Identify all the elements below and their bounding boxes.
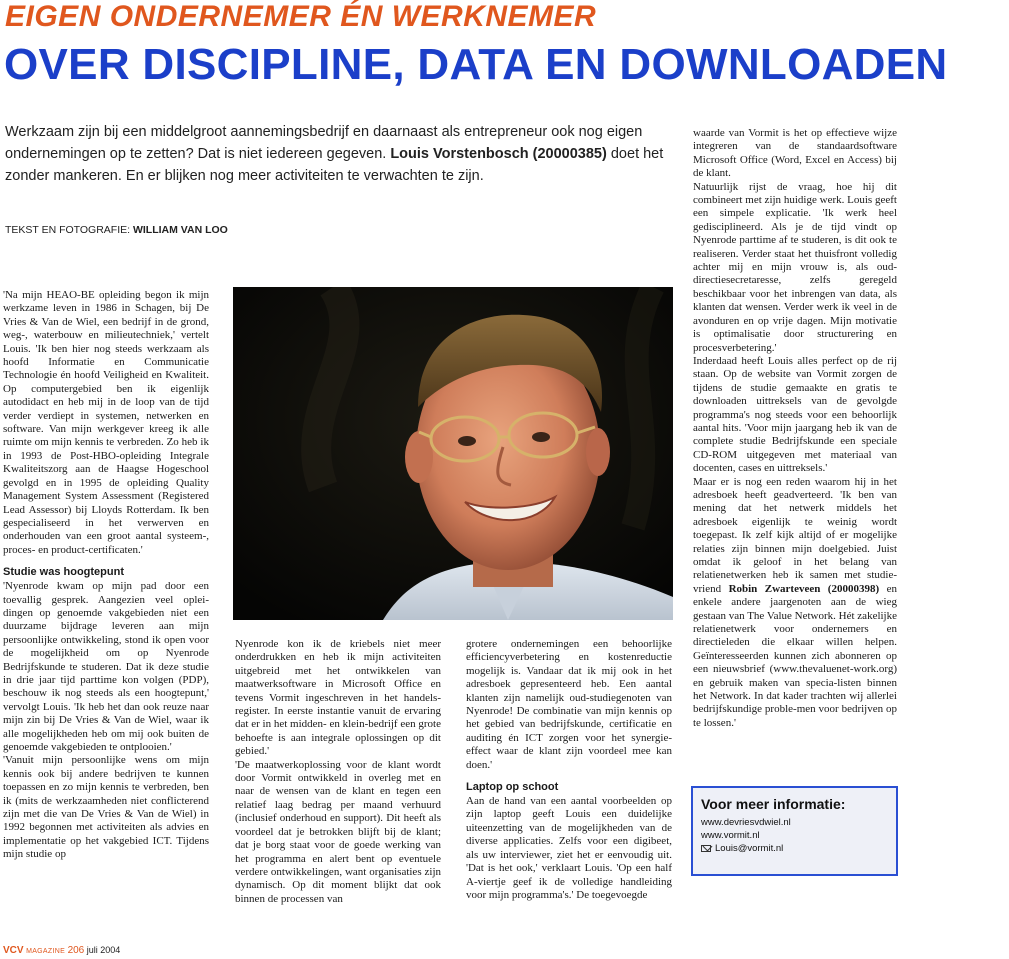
- photo-credit: [5, 224, 228, 236]
- footer-date: juli 2004: [86, 945, 121, 955]
- email-line[interactable]: [701, 842, 896, 855]
- article-column-4: [693, 127, 897, 767]
- headline: OVER DISCIPLINE, DATA EN DOWNLOADEN: [4, 40, 948, 89]
- col1-paragraph-1: 'Na mijn HEAO-BE opleiding begon ik mijn werkzame leven in 1986 in Schagen, bij De Vries & Van de Wiel, een bedrijf in de grond, weg-, waterbouw en milieutechniek,' vertelt Louis. 'Ik ben hier nog steeds werkzaam als hoofd Informatie en Communicatie Technologie én hoofd Veiligheid en Kwaliteit. Op computergebied ben ik eigenlijk autodidact en heb mij in de loop van de tijd verder verdiept in systemen, netwerken en software. Van mijn werkgever kreeg ik alle ruimte om mijn kennis te verbreden. Zo heb ik in 1993 de Post-HBO-opleiding Integrale Kwaliteitszorg aan de Haagse Hogeschool gevolgd en in 1995 de opleiding Quality Management System Assessment (Registered Lead Assessor) bij Lloyds Rotterdam. Ik ben gespecialiseerd in het verwerven en onderhouden van een groot aantal systeem-, proces- en product-certificaten.': [3, 289, 209, 556]
- col4-p4-name: Robin Zwarteveen (20000398): [728, 582, 880, 595]
- col4-paragraph-4: [693, 476, 897, 731]
- article-column-1: [3, 289, 209, 929]
- col1-paragraph-3: 'Vanuit mijn persoonlijke wens om mijn kennis ook bij andere bedrijven te kunnen toepassen en zo mijn kennis te verbreden, ben ik (mits de werkzaamheden niet conflicterend zijn met die van De Vries & Van de Wiel) in 1992 begonnen met activiteiten als advies en implementatie op het vakgebied ICT. Tijdens mijn studie op: [3, 754, 209, 861]
- intro-text-after: doet het zonder mankeren. En er blijken nog meer activiteiten te verwachten te zijn.: [5, 146, 664, 184]
- kicker-title: EIGEN ONDERNEMER ÉN WERKNEMER: [5, 0, 597, 33]
- col3-paragraph-1: grotere ondernemingen een behoorlijke efficiencyverbetering en kostenreductie mogelijk is. Vandaar dat ik mij ook in het adresboek gepresenteerd heb. Een aantal klanten zijn namelijk oud-studiegenoten van Nyenrode! De combinatie van mijn kennis op het gebied van bedrijfskunde, certificatie en auditing én ICT zorgen voor het synergie-effect waar de klant zijn voordeel mee kan doen.': [466, 638, 672, 771]
- col4-paragraph-1: waarde van Vormit is het op effectieve wijze integreren van de standaardsoftware Microsoft Office (Word, Excel en Access) bij de klant.: [693, 127, 897, 180]
- article-column-2: [235, 638, 441, 930]
- credit-author: WILLIAM VAN LOO: [132, 224, 228, 236]
- subheading-laptop: Laptop op schoot: [466, 781, 559, 794]
- page-footer: [3, 945, 120, 956]
- portrait-photo-illustration: [233, 287, 673, 620]
- intro-text-before: Werkzaam zijn bij een middelgroot aannemingsbedrijf en daarnaast als entrepreneur ook nog eigen ondernemingen op te zetten? Dat is niet iedereen gegeven.: [5, 124, 643, 162]
- portrait-photo: [233, 287, 673, 620]
- footer-issue: 206: [67, 945, 85, 956]
- col2-paragraph-1: Nyenrode kon ik de kriebels niet meer onderdrukken en heb ik mijn activiteiten uitgebreid met het ontwikkelen van maatwerksoftware in Microsoft Office en tevens Vormit ingeschreven in het handels-register. In eerste instantie vanuit de ervaring dat er in het midden- en klein-bedrijf een grote behoefte is aan integrale oplossingen op dit gebied.': [235, 638, 441, 758]
- col2-paragraph-2: 'De maatwerkoplossing voor de klant wordt door Vormit ontwikkeld in overleg met en naar de wensen van de klant en tegen een relatief laag bedrag per maand verhuurd (inclusief onderhoud en support). Dit heeft als voordeel dat je betrokken blijft bij de klant; dat je borg staat voor de goede werking van het programma en alert bent op eventuele verdere ontwikkelingen, want organisaties zijn dynamisch. Op dit moment blijkt dat ook binnen de processen van: [235, 758, 441, 905]
- col4-p4-after: en enkele andere jaargenoten aan de wieg gestaan van The Value Network. Hét zakelijke relatienetwerk voor ondernemers en directieleden die elkaar willen helpen. Geïnteresseerden kunnen zich abonneren op een nieuwsbrief (www.thevaluenet-work.org) en gebruik maken van specia-listen binnen het Network. In dat kader trachten wij allerlei bedrijfskundige proble-men voor bedrijven op te lossen.': [693, 582, 897, 729]
- link-devriesvdwiel[interactable]: www.devriesvdwiel.nl: [701, 817, 791, 828]
- envelope-icon: [701, 845, 711, 852]
- col4-p4-before: Maar er is nog een reden waarom hij in het adresboek heeft geadverteerd. 'Ik ben van mening dat het netwerk middels het adresboek eigenlijk te weinig wordt toegepast. Ik zelf kijk altijd of er mogelijke relaties zijn binnen mijn doelgebied. Juist omdat ik geloof in het belang van relatienetwerken heb ik samen met studie-vriend: [693, 475, 897, 595]
- info-box: [691, 786, 898, 876]
- credit-label: TEKST EN FOTOGRAFIE:: [5, 224, 133, 236]
- col3-paragraph-2: Aan de hand van een aantal voorbeelden op zijn laptop geeft Louis een duidelijke uiteenzetting van de mogelijkheden van de diverse applicaties. Zelfs voor een digibeet, als uw interviewer, ziet het er eenvoudig uit. 'Dat is het ook,' verklaart Louis. 'Op een half A-viertje geef ik de volledige handleiding voor mijn programma's.' De toegevoegde: [466, 795, 672, 901]
- intro-paragraph: [5, 121, 665, 187]
- email-link[interactable]: Louis@vormit.nl: [715, 843, 784, 854]
- intro-name: Louis Vorstenbosch (20000385): [390, 146, 607, 162]
- link-vormit[interactable]: www.vormit.nl: [701, 830, 760, 841]
- col4-paragraph-2: Natuurlijk rijst de vraag, hoe hij dit combineert met zijn huidige werk. Louis geeft een simpele explicatie. 'Ik werk heel gedisciplineerd. Als je de tijd vindt op Nyenrode parttime af te studeren, is dit ook te realiseren. Verder staat het thuisfront volledig achter mij en mijn vrouw is, als oud-directiesecretaresse, zelfs geregeld beschikbaar voor het inbrengen van data, als klanten dat wensen. Verder werk ik veel in de avonduren en op vrije dagen. Mijn motivatie is optimalisatie door structurering en procesverbetering.': [693, 180, 897, 354]
- col1-paragraph-2: 'Nyenrode kwam op mijn pad door een toevallig gesprek. Aangezien veel oplei-dingen op genoemde vakgebieden niet een duurzame bijdrage leveren aan mijn persoonlijke ontwikkeling, stond ik open voor de mogelijkheid om op Nyenrode Bedrijfskunde te studeren. Dat ik deze studie in drie jaar tijd parttime kon volgen (PDP), beschouw ik nog steeds als een hoogtepunt,' vervolgt Louis. 'Ik heb het dan ook reuze naar mijn zin bij De Vries & Van de Wiel, waar ik alle mogelijkheden heb om mij ook buiten de genoemde vakgebieden te ontplooien.': [3, 580, 209, 753]
- col4-paragraph-3: Inderdaad heeft Louis alles perfect op de rij staan. Op de website van Vormit zorgen de tijdens de studie gemaakte en gratis te downloaden uittreksels van de gevolgde programma's nog steeds voor een behoorlijk aantal hits. 'Voor mijn jaargang heb ik van de complete studie Bedrijfskunde een speciale CD-ROM uitgegeven met materiaal van docenten, cases en uittreksels.': [693, 354, 897, 475]
- footer-brand: VCV: [3, 945, 24, 956]
- info-box-title: Voor meer informatie:: [701, 796, 846, 812]
- footer-magazine: MAGAZINE: [26, 948, 66, 955]
- subheading-studie: Studie was hoogtepunt: [3, 566, 124, 579]
- article-column-3: [466, 638, 672, 930]
